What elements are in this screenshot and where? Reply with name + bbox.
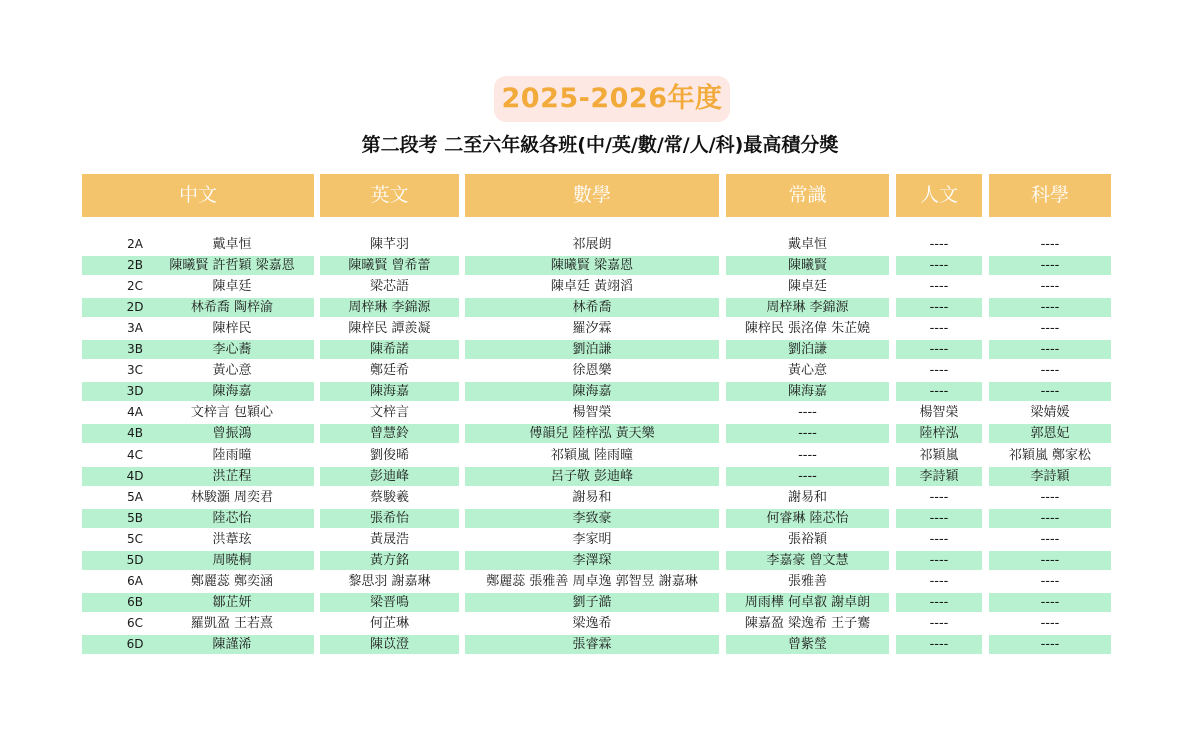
cell-math: 陳曦賢 梁嘉恩 [550, 258, 634, 274]
cell-math: 陳海嘉 [572, 384, 612, 400]
cell-science: ---- [1040, 258, 1060, 274]
cell-science: ---- [1040, 384, 1060, 400]
cell-chinese: 林希喬 陶梓渝 [190, 300, 274, 316]
cell-math: 徐恩樂 [572, 363, 612, 379]
cell-math: 陳卓廷 黃翊滔 [550, 279, 634, 295]
cell-science: ---- [1040, 594, 1060, 610]
cell-english: 何芷琳 [369, 615, 409, 631]
cell-chinese: 黃心意 [212, 363, 252, 379]
class-label: 3B [127, 342, 143, 357]
cell-humanities: ---- [929, 489, 949, 505]
cell-english: 梁晋鳴 [369, 594, 409, 610]
cell-chinese: 曾振鴻 [212, 426, 252, 442]
cell-math: 傅韻兒 陸梓泓 黃天樂 [529, 426, 655, 442]
cell-science: ---- [1040, 342, 1060, 358]
cell-science: ---- [1040, 237, 1060, 252]
class-label: 6B [127, 594, 143, 609]
header-science: 科學 [989, 174, 1111, 217]
class-label: 3D [126, 384, 144, 399]
cell-science: ---- [1040, 531, 1060, 547]
cell-general-studies: 黃心意 [787, 363, 827, 379]
class-label: 4C [126, 447, 143, 462]
class-label: 6D [126, 636, 144, 651]
cell-general-studies: 張裕穎 [787, 531, 827, 547]
class-label: 4A [127, 405, 143, 420]
cell-science: ---- [1040, 510, 1060, 526]
cell-english: 張希怡 [369, 510, 409, 526]
cell-humanities: ---- [929, 594, 949, 610]
class-label: 2C [126, 279, 143, 294]
cell-science: 祁穎嵐 鄭家松 [1008, 447, 1092, 463]
cell-general-studies: ---- [798, 468, 817, 484]
cell-humanities: ---- [929, 384, 949, 400]
cell-english: 文梓言 [369, 405, 409, 421]
cell-math: 鄭麗蕊 張雅善 周卓逸 郭智昱 謝嘉琳 [486, 573, 698, 589]
class-label: 4D [126, 468, 144, 483]
cell-math: 李致豪 [572, 510, 612, 526]
cell-english: 劉俊晞 [369, 447, 409, 463]
class-label: 2A [127, 237, 143, 251]
cell-math: 劉子澔 [572, 594, 612, 610]
cell-chinese: 文梓言 包穎心 [190, 405, 274, 421]
cell-humanities: 祁穎嵐 [919, 447, 959, 463]
cell-general-studies: 曾紫瑩 [787, 636, 827, 652]
header-humanities: 人文 [896, 174, 982, 217]
cell-general-studies: 戴卓恒 [787, 237, 827, 252]
cell-english: 黎思羽 謝嘉琳 [348, 573, 431, 589]
class-label: 5D [126, 552, 144, 567]
cell-english: 周梓琳 李錦源 [348, 300, 431, 316]
cell-math: 羅汐霖 [572, 321, 612, 337]
cell-humanities: ---- [929, 510, 949, 526]
cell-science: ---- [1040, 489, 1060, 505]
header-chinese: 中文 [82, 174, 314, 217]
cell-general-studies: 劉泊謙 [787, 342, 827, 358]
class-label: 2B [127, 258, 143, 273]
cell-math: 呂子敬 彭迪峰 [550, 468, 634, 484]
cell-chinese: 洪芷程 [212, 468, 252, 484]
cell-chinese: 戴卓恒 [212, 237, 252, 252]
cell-math: 李澤琛 [572, 552, 612, 568]
cell-general-studies: 陳曦賢 [787, 258, 827, 274]
cell-science: ---- [1040, 552, 1060, 568]
cell-humanities: ---- [929, 279, 949, 295]
cell-english: 陳希諾 [369, 342, 409, 358]
cell-english: 黃方銘 [369, 552, 409, 568]
cell-math: 張睿霖 [572, 636, 612, 652]
cell-general-studies: 周梓琳 李錦源 [766, 300, 849, 316]
cell-general-studies: ---- [798, 426, 817, 442]
class-label: 5C [126, 531, 143, 546]
cell-humanities: ---- [929, 363, 949, 379]
cell-math: 劉泊謙 [572, 342, 612, 358]
cell-math: 祁展朗 [572, 237, 612, 252]
cell-science: ---- [1040, 300, 1060, 316]
class-label: 5A [127, 489, 143, 504]
cell-chinese: 陳謹浠 [212, 636, 252, 652]
cell-humanities: 陸梓泓 [919, 426, 959, 442]
cell-humanities: ---- [929, 636, 949, 652]
cell-chinese: 陸雨曈 [212, 447, 252, 463]
cell-english: 鄭廷希 [369, 363, 409, 379]
cell-humanities: ---- [929, 552, 949, 568]
cell-humanities: ---- [929, 321, 949, 337]
header-math: 數學 [465, 174, 719, 217]
cell-general-studies: 陳梓民 張洺偉 朱芷嬈 [744, 321, 871, 337]
cell-english: 彭迪峰 [369, 468, 409, 484]
cell-science: ---- [1040, 279, 1060, 295]
cell-science: ---- [1040, 573, 1060, 589]
cell-chinese: 陳曦賢 許哲穎 梁嘉恩 [169, 258, 295, 274]
cell-chinese: 鄒芷妍 [212, 594, 252, 610]
cell-english: 陳苡澄 [369, 636, 409, 652]
cell-general-studies: 張雅善 [787, 573, 827, 589]
class-label: 5B [127, 510, 143, 525]
cell-general-studies: 陳海嘉 [787, 384, 827, 400]
class-label: 3A [127, 321, 143, 336]
cell-humanities: ---- [929, 237, 949, 252]
cell-chinese: 陳卓廷 [212, 279, 252, 295]
cell-english: 曾慧鈴 [369, 426, 409, 442]
cell-humanities: ---- [929, 615, 949, 631]
cell-chinese: 羅凱盈 王若熹 [190, 615, 274, 631]
cell-humanities: 李詩穎 [919, 468, 959, 484]
cell-science: ---- [1040, 636, 1060, 652]
cell-science: 李詩穎 [1030, 468, 1070, 484]
cell-math: 祁穎嵐 陸雨曈 [550, 447, 634, 463]
cell-general-studies: 何睿琳 陸芯怡 [766, 510, 849, 526]
cell-science: ---- [1040, 321, 1060, 337]
cell-humanities: 楊智榮 [919, 405, 959, 421]
header-general-studies: 常識 [726, 174, 889, 217]
cell-humanities: ---- [929, 573, 949, 589]
cell-general-studies: 陳卓廷 [787, 279, 827, 295]
cell-chinese: 陳海嘉 [212, 384, 252, 400]
cell-math: 李家明 [572, 531, 612, 547]
cell-science: ---- [1040, 363, 1060, 379]
class-label: 6A [127, 573, 143, 588]
class-label: 6C [126, 615, 143, 630]
cell-chinese: 陳梓民 [212, 321, 252, 337]
cell-chinese: 李心蕎 [212, 342, 252, 358]
cell-english: 蔡駿羲 [369, 489, 409, 505]
cell-math: 梁逸希 [572, 615, 612, 631]
cell-english: 陳曦賢 曾希蕾 [348, 258, 431, 274]
cell-humanities: ---- [929, 342, 949, 358]
year-badge: 2025-2026年度 [494, 76, 730, 122]
cell-chinese: 周曉桐 [212, 552, 252, 568]
cell-humanities: ---- [929, 258, 949, 274]
cell-science: 梁婧媛 [1030, 405, 1070, 421]
cell-math: 謝易和 [572, 489, 612, 505]
cell-english: 陳梓民 譚羨凝 [348, 321, 431, 337]
class-label: 3C [126, 363, 143, 378]
cell-english: 陳海嘉 [369, 384, 409, 400]
cell-general-studies: ---- [798, 447, 817, 463]
class-label: 4B [127, 426, 143, 441]
cell-general-studies: 周雨樺 何卓叡 謝卓朗 [744, 594, 871, 610]
cell-math: 楊智榮 [572, 405, 612, 421]
cell-chinese: 林駿灝 周奕君 [190, 489, 274, 505]
cell-math: 林希喬 [572, 300, 612, 316]
cell-english: 陳芊羽 [369, 237, 409, 252]
cell-chinese: 洪葦玹 [212, 531, 252, 547]
cell-chinese: 陸芯怡 [212, 510, 252, 526]
cell-humanities: ---- [929, 300, 949, 316]
cell-science: ---- [1040, 615, 1060, 631]
class-label: 2D [126, 300, 144, 315]
cell-humanities: ---- [929, 531, 949, 547]
cell-english: 梁芯語 [369, 279, 409, 295]
cell-chinese: 鄭麗蕊 鄭奕涵 [190, 573, 274, 589]
cell-general-studies: 李嘉豪 曾文慧 [766, 552, 849, 568]
header-english: 英文 [320, 174, 459, 217]
cell-science: 郭恩妃 [1030, 426, 1070, 442]
cell-general-studies: 謝易和 [787, 489, 827, 505]
cell-english: 黃晟浩 [369, 531, 409, 547]
cell-general-studies: 陳嘉盈 梁逸希 王子騫 [744, 615, 871, 631]
page-subtitle: 第二段考 二至六年級各班(中/英/數/常/人/科)最高積分獎 [361, 134, 839, 156]
cell-general-studies: ---- [798, 405, 817, 421]
